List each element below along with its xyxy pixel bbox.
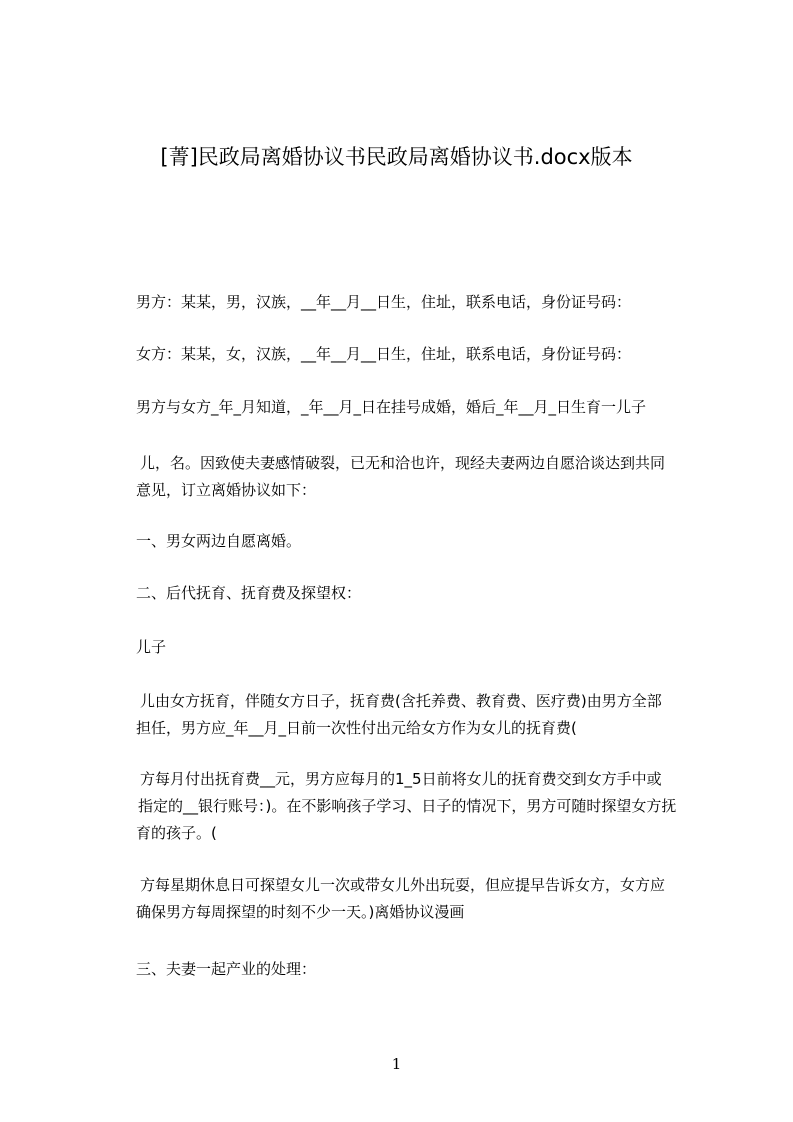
paragraph-line: 男方：某某，男，汉族，__年__月__日生，住址，联系电话，身份证号码： [136, 293, 632, 311]
paragraph-line: 方每月付出抚育费__元，男方应每月的1_5日前将女儿的抚育费交到女方手中或 [140, 770, 662, 788]
paragraph-line: 指定的__银行账号：)。在不影响孩子学习、日子的情况下，男方可随时探望女方抚 [138, 797, 677, 815]
document-title: [菁]民政局离婚协议书民政局离婚协议书.docx版本 [160, 145, 633, 169]
paragraph-male-party [136, 289, 702, 316]
clause-two-heading [136, 580, 702, 607]
paragraph-custody [136, 688, 702, 742]
paragraph-line: 女方：某某，女，汉族，__年__月__日生，住址，联系电话，身份证号码： [136, 345, 632, 363]
paragraph-monthly-support [136, 766, 702, 847]
paragraph-line: 儿子 [136, 638, 167, 656]
paragraph-line: 二、后代抚育、抚育费及探望权： [136, 584, 362, 602]
clause-one [136, 528, 702, 555]
paragraph-line: 儿，名。因致使夫妻感情破裂，已无和洽也许，现经夫妻两边自愿洽谈达到共同 [140, 454, 666, 472]
paragraph-line: 男方与女方_年_月知道，_年__月_日在挂号成婚，婚后_年__月_日生育一儿子 [136, 398, 647, 416]
paragraph-line: 育的孩子。( [136, 824, 217, 842]
paragraph-line: 确保男方每周探望的时刻不少一天。)离婚协议漫画 [136, 903, 465, 921]
paragraph-line: 三、夫妻一起产业的处理： [136, 960, 317, 978]
paragraph-marriage-info [136, 394, 702, 421]
page-number: 1 [391, 1055, 402, 1073]
paragraph-line: 儿由女方抚育，伴随女方日子，抚育费(含托养费、教育费、医疗费)由男方全部 [140, 692, 662, 710]
paragraph-line: 担任，男方应_年__月_日前一次性付出元给女方作为女儿的抚育费( [136, 719, 577, 737]
paragraph-female-party [136, 341, 702, 368]
clause-three-heading [136, 956, 702, 983]
paragraph-divorce-reason [136, 450, 702, 504]
paragraph-visitation [136, 872, 702, 926]
paragraph-line: 意见，订立离婚协议如下： [136, 481, 317, 499]
paragraph-line: 方每星期休息日可探望女儿一次或带女儿外出玩耍，但应提早告诉女方，女方应 [140, 876, 666, 894]
paragraph-son [136, 634, 702, 661]
paragraph-line: 一、男女两边自愿离婚。 [136, 532, 302, 550]
